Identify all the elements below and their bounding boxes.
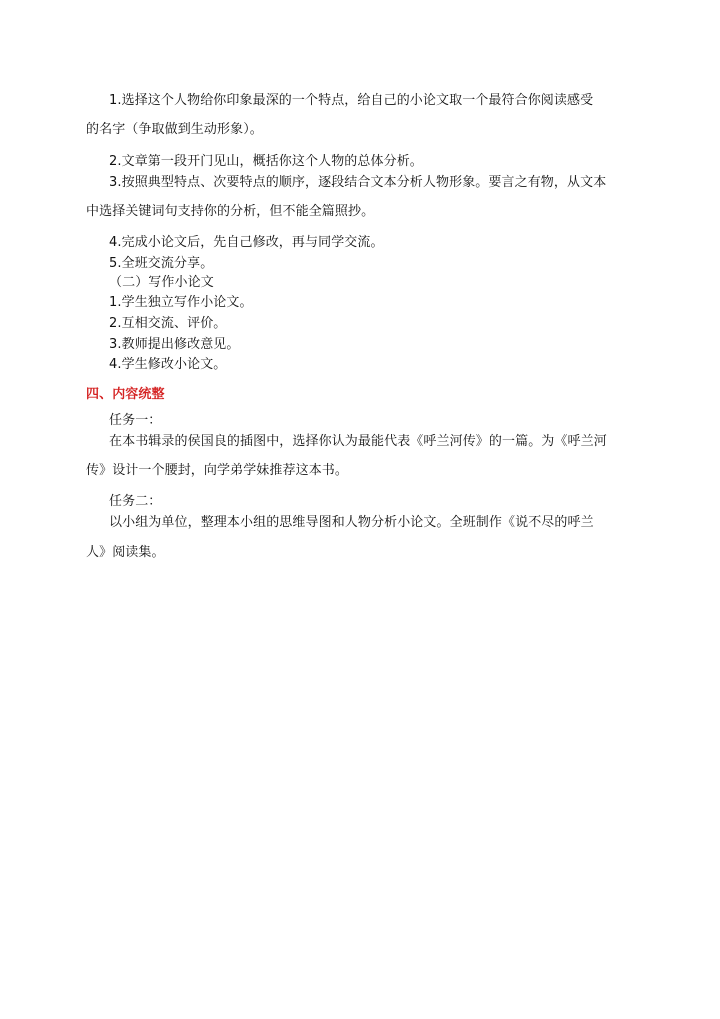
step-5: 5.全班交流分享。: [109, 256, 214, 271]
writing-step-4: 4.学生修改小论文。: [109, 357, 227, 372]
step-3-line-2: 中选择关键词句支持你的分析，但不能全篇照抄。: [86, 204, 375, 219]
task-2-label: 任务二：: [109, 494, 162, 509]
section-4-heading: 四、内容统整: [86, 387, 165, 402]
step-1-line-2: 的名字（争取做到生动形象）。: [86, 122, 263, 137]
step-2: 2.文章第一段开门见山，概括你这个人物的总体分析。: [109, 154, 423, 169]
task-1-text-line-2: 传》设计一个腰封，向学弟学妹推荐这本书。: [86, 463, 349, 478]
task-1-label: 任务一：: [109, 413, 162, 428]
task-2-text-line-1: 以小组为单位，整理本小组的思维导图和人物分析小论文。全班制作《说不尽的呼兰: [109, 515, 594, 530]
subheading-writing-essay: （二）写作小论文: [109, 275, 214, 290]
step-4: 4.完成小论文后，先自己修改，再与同学交流。: [109, 235, 384, 250]
step-3-line-1: 3.按照典型特点、次要特点的顺序，逐段结合文本分析人物形象。要言之有物，从文本: [109, 175, 607, 190]
writing-step-1: 1.学生独立写作小论文。: [109, 295, 253, 310]
writing-step-3: 3.教师提出修改意见。: [109, 337, 240, 352]
task-2-text-line-2: 人》阅读集。: [86, 545, 165, 560]
step-1-line-1: 1.选择这个人物给你印象最深的一个特点，给自己的小论文取一个最符合你阅读感受: [109, 93, 594, 108]
task-1-text-line-1: 在本书辑录的侯国良的插图中，选择你认为最能代表《呼兰河传》的一篇。为《呼兰河: [109, 434, 607, 449]
writing-step-2: 2.互相交流、评价。: [109, 316, 227, 331]
